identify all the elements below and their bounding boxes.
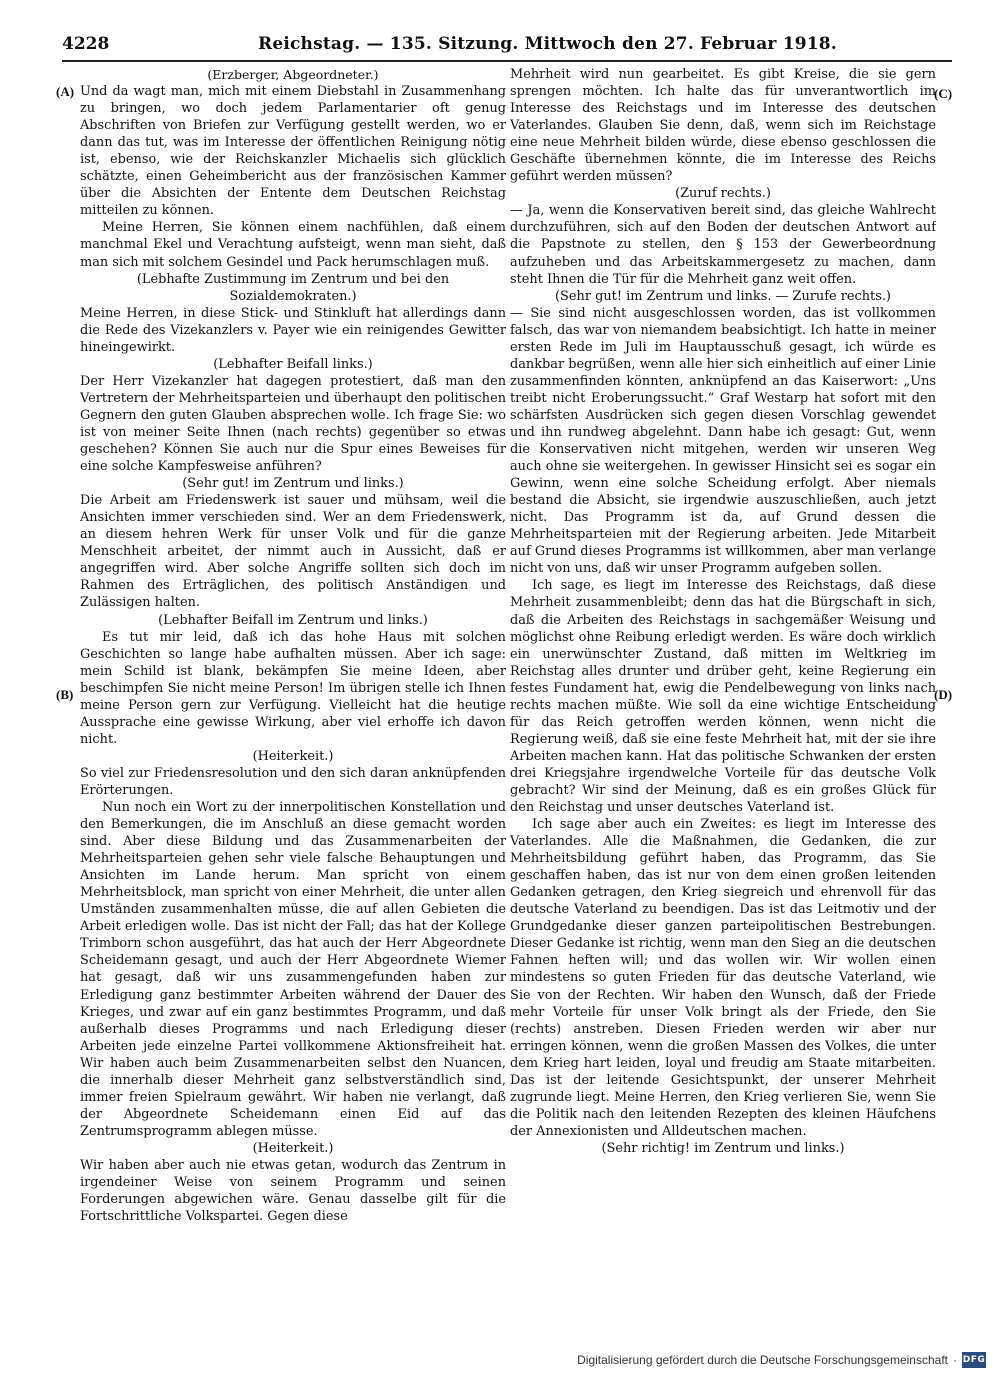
paragraph: Meine Herren, in diese Stick- und Stinkluft hat allerdings dann die Rede des Vizekanzlers v. Payer wie ein reinigendes Gewitter hineingewirkt. <box>80 305 506 355</box>
paragraph: Es tut mir leid, daß ich das hohe Haus mit solchen Geschichten so lange habe aufhalten müssen. Aber ich sage: mein Schild ist blank, bekämpfen Sie meine Ideen, aber beschimpfen Sie nicht meine Person! Im übrigen stelle ich Ihnen meine Person gern zur Verfügung. Vielleicht hat die heutige Aussprache eine gewisse Wirkung, aber viel erhoffe ich davon nicht. <box>80 629 506 747</box>
margin-marker-a: (A) <box>56 84 75 99</box>
page-number: 4228 <box>62 34 110 54</box>
paragraph: Meine Herren, Sie können einem nachfühlen, daß einem manchmal Ekel und Verachtung aufsteigt, wenn man sieht, daß man sich mit solchem Gesindel und Pack herumschlagen muß. <box>80 220 506 270</box>
interjection: (Lebhafter Beifall links.) <box>213 356 373 372</box>
interjection: (Lebhafte Zustimmung im Zentrum und bei den Sozialdemokraten.) <box>136 271 450 304</box>
paragraph: Der Herr Vizekanzler hat dagegen protestiert, daß man den Vertretern der Mehrheitsparteien und überhaupt den politischen Gegnern den guten Glauben absprechen wolle. Ich frage Sie: wo ist von meiner Seite Ihnen (nach rechts) gegenüber so etwas geschehen? Können Sie auch nur die Spur eines Beweises für eine solche Kampfesweise anführen? <box>80 373 506 475</box>
interjection: (Heiterkeit.) <box>252 748 334 764</box>
interjection: (Lebhafter Beifall im Zentrum und links.) <box>158 612 428 628</box>
paragraph: Ich sage, es liegt im Interesse des Reichstags, daß diese Mehrheit zusammenbleibt; denn das hat die Bürgschaft in sich, daß die Arbeiten des Reichstags in sachgemäßer Weisung und möglichst ohne Reibung erledigt werden. Es wäre doch wirklich ein unerwünschter Zustand, daß mitten im Weltkrieg im Reichstag alles drunter und drüber geht, keine Regierung ein festes Fundament hat, ewig die Pendelbewegung von links nach rechts machen müßte. Wie soll da eine wichtige Entscheidung für das Reich getroffen werden können, wenn nicht die Regierung weiß, daß sie eine feste Mehrheit hat, mit der sie ihre Arbeiten machen kann. Hat das politische Schwanken der ersten drei Kriegsjahre irgendwelche Vorteile für das deutsche Volk gebracht? Wir sind der Meinung, daß es ein großes Glück für den Reichstag und unser deutsches Vaterland ist. <box>510 578 936 816</box>
running-head: Reichstag. — 135. Sitzung. Mittwoch den 27. Februar 1918. <box>258 34 837 54</box>
left-column <box>80 66 506 1236</box>
footer-credit: Digitalisierung gefördert durch die Deutsche Forschungsgemeinschaft <box>577 1353 948 1367</box>
paragraph: Nun noch ein Wort zu der innerpolitischen Konstellation und den Bemerkungen, die im Anschluß an diese gemacht worden sind. Aber diese Bildung und das Zusammenarbeiten der Mehrheitsparteien gehen sehr viele falsche Behauptungen und Ansichten im Lande herum. Man spricht von einem Mehrheitsblock, man spricht von einer Mehrheit, die unter allen Umständen zusammenhalten müsse, die auf allen Gebieten die Arbeit erledigen wolle. Das ist nicht der Fall; das hat der Kollege Trimborn schon ausgeführt, das hat auch der Herr Abgeordnete Scheidemann gesagt, und auch der Herr Abgeordnete Wiemer hat gesagt, daß wir uns zusammengefunden haben zur Erledigung ganz bestimmter Arbeiten während der Dauer des Krieges, und zwar auf ein ganz bestimmtes Programm, und daß außerhalb dieses Programms und nach Erledigung dieser Arbeiten jede einzelne Partei vollkommene Aktionsfreiheit hat. Wir haben auch beim Zusammenarbeiten selbst den Nuancen, die innerhalb dieser Mehrheit ganz selbstverständlich sind, immer freien Spielraum gewährt. Wir haben nie verlangt, daß der Abgeordnete Scheidemann einen Eid auf das Zentrumsprogramm ablegen müsse. <box>80 800 506 1139</box>
paragraph: Die Arbeit am Friedenswerk ist sauer und mühsam, weil die Ansichten immer verschieden sind. Wer an dem Friedenswerk, an diesem hehren Werk für unser Volk und für die ganze Menschheit arbeitet, der nimmt auch in Aussicht, daß er angegriffen wird. Aber solche Angriffe sollten sich doch im Rahmen des Erträglichen, des politisch Anständigen und Zulässigen halten. <box>80 493 506 611</box>
margin-marker-c: (C) <box>934 86 953 101</box>
interjection: (Heiterkeit.) <box>252 1140 334 1156</box>
paragraph: Wir haben aber auch nie etwas getan, wodurch das Zentrum in irgendeiner Weise von seinem Programm und seinen Forderungen abgewichen wäre. Genau dasselbe gilt für die Fortschrittliche Volkspartei. Gegen diese <box>80 1158 506 1225</box>
page-header <box>62 30 952 58</box>
paragraph: So viel zur Friedensresolution und den sich daran anknüpfenden Erörterungen. <box>80 765 506 798</box>
digitization-footer <box>577 1352 986 1368</box>
margin-marker-b: (B) <box>56 687 74 702</box>
paragraph: (Erzberger, Abgeordneter.) <box>207 67 379 82</box>
interjection: (Zuruf rechts.) <box>675 186 771 202</box>
header-rule <box>62 60 952 62</box>
interjection: (Sehr gut! im Zentrum und links.) <box>182 476 404 492</box>
margin-marker-d: (D) <box>934 687 953 702</box>
paragraph: — Sie sind nicht ausgeschlossen worden, das ist vollkommen falsch, das war von niemandem beabsichtigt. Ich hatte in meiner ersten Rede im Juli im Hauptausschuß gesagt, ich würde es dankbar begrüßen, wenn alle hier sich einheitlich auf einer Linie zusammenfinden könnten, anknüpfend an das Kaiserwort: „Uns treibt nicht Eroberungssucht.“ Graf Westarp hat sofort mit den schärfsten Ausdrücken sich gegen diesen Vorschlag gewendet und ihn rundweg abgelehnt. Dann habe ich gesagt: Gut, wenn die Konservativen nicht mitgehen, werden wir unseren Weg auch ohne sie weitergehen. In gewisser Hinsicht sei es sogar ein Gewinn, wenn eine solche Scheidung erfolgt. Aber niemals bestand die Absicht, sie irgendwie auszuschließen, auch jetzt nicht. Das Programm ist da, auf Grund dessen die Mehrheitsparteien mit der Regierung arbeiten. Jede Mitarbeit auf Grund dieses Programms ist willkommen, aber man verlange nicht von uns, daß wir unser Programm aufgeben sollen. <box>510 305 936 577</box>
paragraph: — Ja, wenn die Konservativen bereit sind, das gleiche Wahlrecht durchzuführen, sich auf den Boden der deutschen Antwort auf die Papstnote zu stellen, den § 153 der Gewerbeordnung aufzuheben und das Arbeitskammergesetz zu machen, dann steht Ihnen die Tür für die Mehrheit ganz weit offen. <box>510 203 936 287</box>
paragraph: Mehrheit wird nun gearbeitet. Es gibt Kreise, die sie gern sprengen möchten. Ich halte das für unverantwortlich im Interesse des Reichstags und im Interesse des deutschen Vaterlandes. Glauben Sie denn, daß, wenn sich im Reichstage eine neue Mehrheit bilden würde, diese ebenso geschlossen die Geschäfte übernehmen könnte, die im Interesse des Reichs geführt werden müssen? <box>510 67 936 185</box>
paragraph: Ich sage aber auch ein Zweites: es liegt im Interesse des Vaterlandes. Alle die Maßnahmen, die Gedanken, die zur Mehrheitsbildung geführt haben, das Programm, das Sie geschaffen haben, das ist nur von dem einen großen leitenden Gedanken getragen, den Krieg siegreich und ehrenvoll für das deutsche Vaterland zu beendigen. Das ist das Leitmotiv und der Grundgedanke dieser ganzen parteipolitischen Bestrebungen. Dieser Gedanke ist richtig, wenn man den Sieg an die deutschen Fahnen heften will; und das wollen wir. Wir wollen einen mindestens so guten Frieden für das deutsche Vaterland, wie Sie von der Rechten. Wir haben den Wunsch, daß der Friede mehr Vorteile für unser Volk bringt als der Friede, den Sie (rechts) anstreben. Diesen Frieden werden wir aber nur erringen können, wenn die großen Massen des Volkes, die unter dem Krieg hart leiden, loyal und freudig am Staate mitarbeiten. Das ist der leitende Gesichtspunkt, der unserer Mehrheit zugrunde liegt. Meine Herren, den Krieg verlieren Sie, wenn Sie die Politik nach den leitenden Rezepten des kleinen Häufchens der Annexionisten und Alldeutschen machen. <box>510 817 936 1139</box>
paragraph: Und da wagt man, mich mit einem Diebstahl in Zusammenhang zu bringen, wo doch jedem Parlamentarier oft genug Abschriften von Briefen zur Verfügung gestellt werden, wo er dann das tut, was im Interesse der öffentlichen Reinigung nötig ist, ebenso, wie der Reichskanzler Michaelis sich glücklich schätzte, einen Geheimbericht aus der französischen Kammer über die Absichten der Entente dem Deutschen Reichstag mitteilen zu können. <box>80 84 506 219</box>
footer-separator: · <box>953 1353 957 1367</box>
dfg-logo-icon: DFG <box>962 1352 986 1368</box>
interjection: (Sehr richtig! im Zentrum und links.) <box>601 1140 845 1156</box>
interjection: (Sehr gut! im Zentrum und links. — Zurufe rechts.) <box>555 288 891 304</box>
right-column <box>510 66 936 1236</box>
